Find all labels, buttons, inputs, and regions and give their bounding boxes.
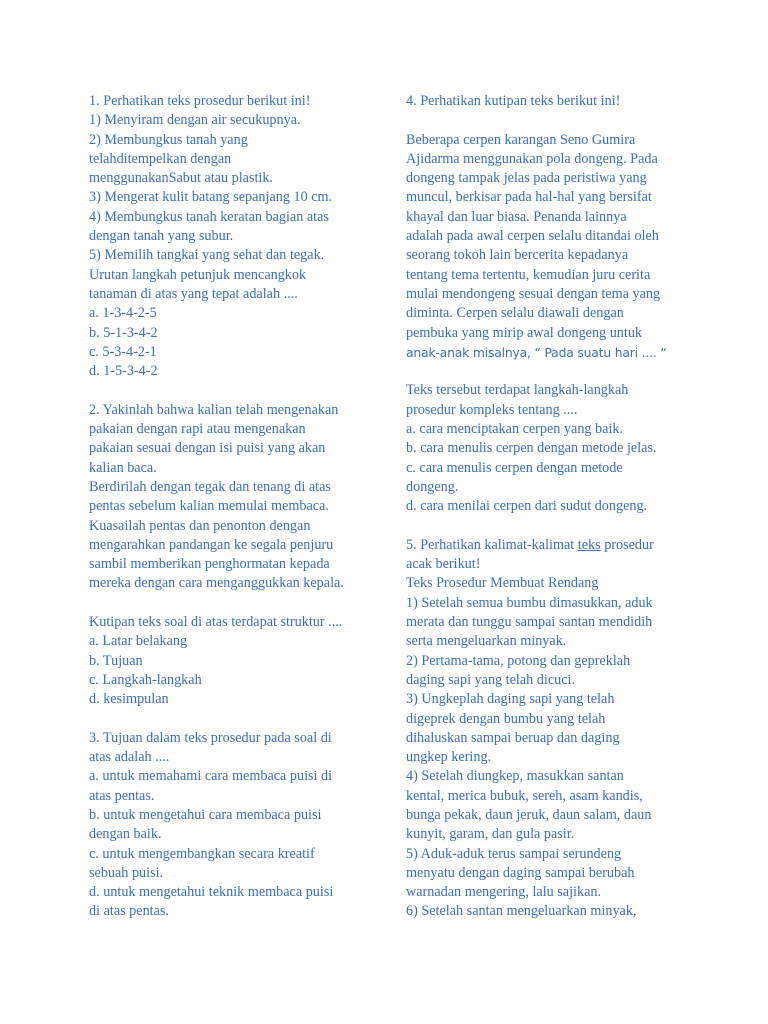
text-line: merata dan tunggu sampai santan mendidih <box>406 614 653 631</box>
question-4-title: 4. Perhatikan kutipan teks berikut ini! <box>406 93 621 109</box>
text-line: d. 1-5-3-4-2 <box>89 363 158 380</box>
blank-line <box>406 362 696 381</box>
passage-line: seorang tokoh lain bercerita kepadanya <box>406 247 629 264</box>
text-line: sebuah puisi. <box>89 864 164 881</box>
text-line: pakaian dengan rapi atau mengenakan <box>89 421 306 438</box>
text-line: tanaman di atas yang tepat adalah .... <box>89 285 298 302</box>
text-line: bunga pekak, daun jeruk, daun salam, daun <box>406 806 652 823</box>
text-line: warnadan mengering, lalu sajikan. <box>406 884 602 901</box>
text-line: Berdirilah dengan tegak dan tenang di atas <box>89 478 331 495</box>
text-line: b. 5-1-3-4-2 <box>89 324 158 341</box>
text-line: 2) Pertama-tama, potong dan gepreklah <box>406 652 631 669</box>
text-line: atas adalah .... <box>89 749 170 766</box>
question-4-passage <box>406 131 696 343</box>
option-line: prosedur kompleks tentang .... <box>406 401 578 418</box>
text-line: 4) Setelah diungkep, masukkan santan <box>406 768 624 785</box>
passage-line: tentang tema tertentu, kemudian juru cerita <box>406 266 651 283</box>
text-line: Kutipan teks soal di atas terdapat struktur .... <box>89 614 343 631</box>
option-line: b. cara menulis cerpen dengan metode jelas. <box>406 440 657 457</box>
passage-line: diminta. Cerpen selalu diawali dengan <box>406 305 624 322</box>
question-5-body <box>406 555 696 922</box>
option-line: c. cara menulis cerpen dengan metode <box>406 459 623 476</box>
option-line: d. cara menilai cerpen dari sudut dongeng. <box>406 498 648 515</box>
text-line: acak berikut! <box>406 556 481 573</box>
text-line: telahditempelkan dengan <box>89 150 232 167</box>
blank-line <box>89 710 369 729</box>
text-line: 5) Memilih tangkai yang sehat dan tegak. <box>89 247 325 264</box>
text-line: c. Langkah-langkah <box>89 671 202 688</box>
blank-line <box>89 594 369 613</box>
passage-line: mulai mendongeng sesuai dengan tema yang <box>406 285 661 302</box>
text-line: 3) Mengerat kulit batang sepanjang 10 cm. <box>89 189 333 206</box>
text-line: 1. Perhatikan teks prosedur berikut ini! <box>89 93 311 109</box>
text-line: kunyit, garam, dan gula pasir. <box>406 826 575 843</box>
option-line: a. cara menciptakan cerpen yang baik. <box>406 421 624 438</box>
passage-line: muncul, berkisar pada hal-hal yang bersifat <box>406 189 652 206</box>
text-line: dengan baik. <box>89 826 162 843</box>
text-line: d. untuk mengetahui teknik membaca puisi <box>89 884 334 901</box>
text-line: dihaluskan sampai beruap dan daging <box>406 729 620 746</box>
text-line: kalian baca. <box>89 459 157 476</box>
question-4-options <box>406 381 696 516</box>
text-line: b. Tujuan <box>89 652 143 669</box>
text-line: daging sapi yang telah dicuci. <box>406 671 576 688</box>
passage-line: khayal dan luar biasa. Penanda lainnya <box>406 208 627 225</box>
text-line: sambil memberikan penghormatan kepada <box>89 556 330 573</box>
passage-line: pembuka yang mirip awal dongeng untuk <box>406 324 643 341</box>
text-line: kental, merica bubuk, sereh, asam kandis, <box>406 787 643 804</box>
text-line: 3) Ungkeplah daging sapi yang telah <box>406 691 615 708</box>
question-4-passage-last-line: anak-anak misalnya, “ Pada suatu hari .... “ <box>406 344 667 360</box>
text-line: 5) Aduk-aduk terus sampai serundeng <box>406 845 622 862</box>
text-line: Kuasailah pentas dan penonton dengan <box>89 517 311 534</box>
text-line: d. kesimpulan <box>89 691 169 708</box>
text-line: di atas pentas. <box>89 903 169 920</box>
text-line: Teks Prosedur Membuat Rendang <box>406 575 599 592</box>
text-line: 3. Tujuan dalam teks prosedur pada soal di <box>89 729 332 746</box>
blank-line <box>406 111 696 130</box>
text-line: b. untuk mengetahui cara membaca puisi <box>89 806 322 823</box>
blank-line <box>406 517 696 536</box>
question-5-title: 5. Perhatikan kalimat-kalimat teks prosedur <box>406 536 654 553</box>
text-line: a. 1-3-4-2-5 <box>89 305 157 322</box>
text-line: 2) Membungkus tanah yang <box>89 131 248 148</box>
text-line: Urutan langkah petunjuk mencangkok <box>89 266 307 283</box>
underlined-word: teks <box>577 536 601 553</box>
blank-line <box>89 381 369 400</box>
text-line: dengan tanah yang subur. <box>89 228 234 245</box>
text-line: menggunakanSabut atau plastik. <box>89 170 274 187</box>
text-line: c. untuk mengembangkan secara kreatif <box>89 845 315 862</box>
text-line: menyatu dengan daging sampai berubah <box>406 864 635 881</box>
passage-line: Beberapa cerpen karangan Seno Gumira <box>406 131 636 148</box>
text-line: 4) Membungkus tanah keratan bagian atas <box>89 208 329 225</box>
text-line: pentas sebelum kalian memulai membaca. <box>89 498 329 515</box>
passage-line: adalah pada awal cerpen selalu ditandai oleh <box>406 228 659 245</box>
text-line: 2. Yakinlah bahwa kalian telah mengenakan <box>89 401 339 418</box>
text-line: serta mengeluarkan minyak. <box>406 633 567 650</box>
text-line: mereka dengan cara menganggukkan kepala. <box>89 575 344 592</box>
text-line: a. untuk memahami cara membaca puisi di <box>89 768 333 785</box>
text-line: pakaian sesuai dengan isi puisi yang akan <box>89 440 326 457</box>
text-line: c. 5-3-4-2-1 <box>89 343 157 360</box>
passage-line: Ajidarma menggunakan pola dongeng. Pada <box>406 150 658 167</box>
passage-line: dongeng tampak jelas pada peristiwa yang <box>406 170 647 187</box>
option-line: Teks tersebut terdapat langkah-langkah <box>406 382 629 399</box>
text-line: a. Latar belakang <box>89 633 188 650</box>
text-line: 1) Setelah semua bumbu dimasukkan, aduk <box>406 594 653 611</box>
left-column <box>89 92 369 922</box>
text-line: ungkep kering. <box>406 749 492 766</box>
text-line: 1) Menyiram dengan air secukupnya. <box>89 112 301 129</box>
text-line: atas pentas. <box>89 787 155 804</box>
text-line: digeprek dengan bumbu yang telah <box>406 710 606 727</box>
text-line: mengarahkan pandangan ke segala penjuru <box>89 536 334 553</box>
right-column <box>406 92 696 922</box>
option-line: dongeng. <box>406 478 459 495</box>
text-line: 6) Setelah santan mengeluarkan minyak, <box>406 903 637 920</box>
